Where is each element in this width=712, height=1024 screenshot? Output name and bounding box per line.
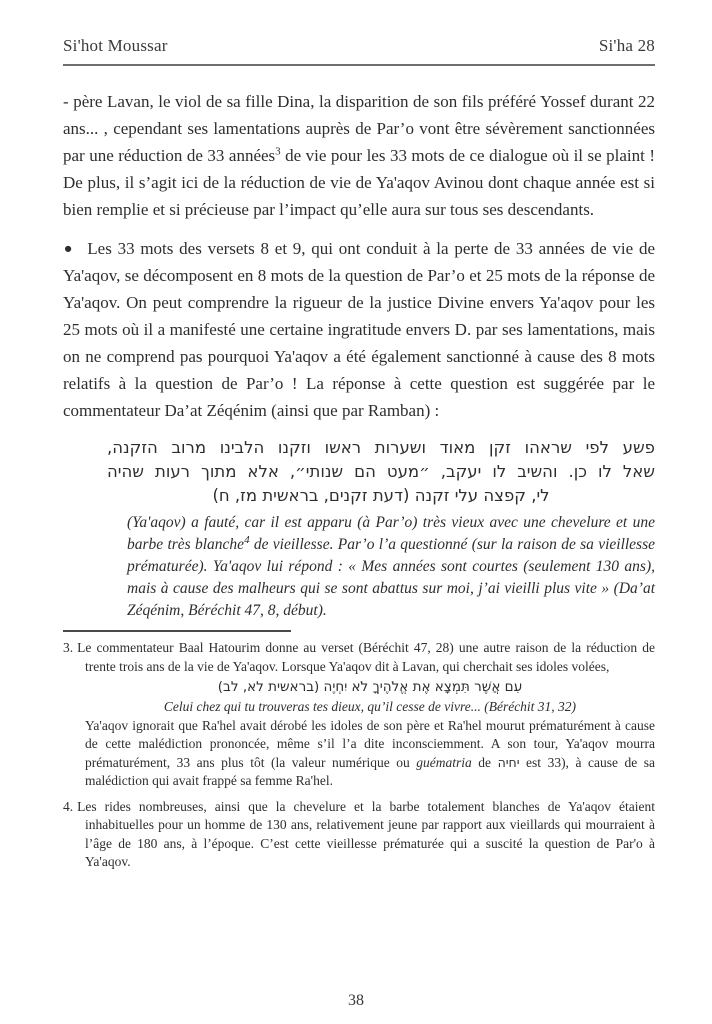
hebrew-quote-line: שאל לו כן. והשיב לו יעקב, ״מעט הם שנותי״, אלא מתוך רעות שהיה (107, 462, 655, 481)
footnote-text: de (471, 754, 498, 770)
hebrew-word-yichyeh: יחיה (497, 754, 520, 770)
paragraph-text: - père Lavan, le viol de sa fille Dina, la disparition de son fils préféré Yossef durant 22 ans... , cependant ses lamentations auprès de Par’o vont être sévèrement sanctionnées par une réduction de 33 années (63, 92, 655, 165)
footnote-separator-rule (63, 630, 291, 632)
hebrew-quote-line: פשע לפי שראהו זקן מאוד ושערות ראשו וזקנו הלבינו מרוב הזקנה, (107, 438, 655, 457)
translation-text: de vieillesse. Par’o l’a questionné (sur la raison de sa vieillesse prématurée). Ya'aqov lui répond : « Mes années sont courtes (seulement 130 ans), mais à cause des malheurs qui se sont abattus sur moi, j’ai vieilli plus vite » (Da’at Zéqénim, Béréchit 47, 8, début). (127, 536, 656, 619)
page-number: 38 (348, 992, 364, 1009)
footnote-3-intro (63, 639, 655, 676)
footnote-3 (63, 639, 655, 791)
bullet-icon: ● (63, 240, 73, 257)
hebrew-quote-line: לי, קפצה עלי זקנה (דעת זקנים, בראשית מז, ח) (212, 486, 550, 505)
footnote-4-body (63, 798, 655, 872)
header-title-right: Si'ha 28 (598, 36, 655, 55)
paragraph-text: de vie pour les 33 mots de ce dialogue où il se plaint ! De plus, il s’agit ici de la réduction de vie de Ya'aqov Avinou dont chaque année est si bien remplie et si précieuse par l’impact qu’elle aura sur tous ses descendants. (63, 146, 656, 219)
quote-translation (127, 512, 655, 622)
footnote-text: Ya'aqov ignorait que Ra'hel avait dérobé les idoles de son père et Ra'hel mourut prématurément à cause de cette malédiction prononcée, même s’il l’a dite inconsciemment. A son tour, Ya'aqov mourra prématurément, 33 ans plus tôt (la valeur numérique ou (85, 717, 655, 770)
footnote-hebrew-verse: עִם אֲשֶׁר תִּמְצָא אֶת אֱלֹהֶיךָ לֹא יִחְיֶה (בראשית לא, לב) (217, 679, 523, 695)
footnote-text: Le commentateur Baal Hatourim donne au verset (Béréchit 47, 28) une autre raison de la réduction de trente trois ans de la vie de Ya'aqov. Lorsque Ya'aqov dit à Lavan, qui cherchait ses idoles volées, (77, 640, 655, 674)
footnote-number: 3. (63, 640, 74, 655)
footnote-ref-3: 3 (275, 145, 281, 158)
hebrew-quote-block (107, 436, 655, 508)
footnote-ref-4: 4 (244, 533, 250, 546)
footnote-4 (63, 798, 655, 872)
footnote-3-body (85, 717, 655, 791)
paragraph-33-mots (63, 235, 655, 424)
footnote-verse-translation: Celui chez qui tu trouveras tes dieux, qu’il cesse de vivre... (Béréchit 31, 32) (163, 699, 577, 714)
page-header (63, 36, 655, 66)
footnote-number: 4. (63, 798, 74, 814)
header-title-left: Si'hot Moussar (63, 36, 168, 55)
footnote-text: Les rides nombreuses, ainsi que la chevelure et la barbe totalement blanches de Ya'aqov étaient inhabituelles pour un homme de 130 ans, relativement jeune par rapport aux vieillards qui mourraient à l’âge de 180 ans, à l’époque. C’est cette vieillesse prématurée qui a suscité la question de Par'o à Ya'aqov. (77, 798, 655, 869)
translation-text: (Ya'aqov) a fauté, car il est apparu (à Par’o) très vieux avec une chevelure et une barbe très blanche (127, 514, 655, 553)
paragraph-text: Les 33 mots des versets 8 et 9, qui ont conduit à la perte de 33 années de vie de Ya'aqov, se décomposent en 8 mots de la question de Par’o et 25 mots de la réponse de Ya'aqov. On peut comprendre la rigueur de la justice Divine envers Ya'aqov pour les 25 mots où il a manifesté une certaine ingratitude envers D. par ses lamentations, mais on ne comprend pas pourquoi Ya'aqov a été également sanctionné à cause des 8 mots relatifs à la question de Par’o ! La réponse à cette question est suggérée par le commentateur Da’at Zéqénim (ainsi que par Ramban) : (63, 239, 655, 420)
paragraph-lavan (63, 88, 655, 223)
footnote-text: est 33), à cause de sa malédiction qui avait frappé sa femme Ra'hel. (85, 754, 655, 788)
gematria-term: guématria (416, 754, 472, 770)
